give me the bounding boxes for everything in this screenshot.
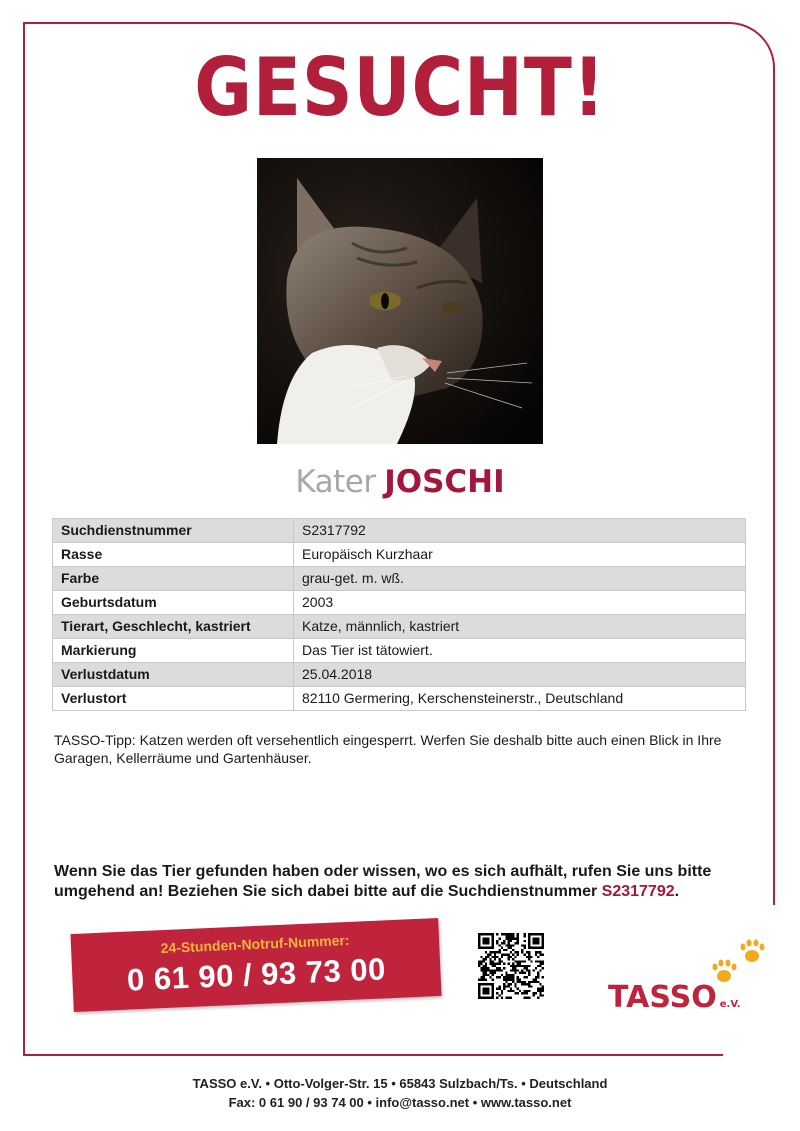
detail-value: Europäisch Kurzhaar (294, 543, 746, 567)
detail-label: Markierung (53, 639, 294, 663)
hotline-number[interactable]: 0 61 90 / 93 73 00 (126, 951, 387, 998)
call-to-action (54, 862, 754, 902)
frame-bottom-line (23, 1054, 723, 1056)
footer (0, 1074, 800, 1112)
table-row (53, 687, 746, 711)
cat-photo (257, 158, 543, 444)
hotline-label: 24-Stunden-Notruf-Nummer: (160, 931, 350, 957)
pet-kind: Kater (295, 464, 376, 500)
hotline-banner (70, 918, 441, 1012)
call-text: Wenn Sie das Tier gefunden haben oder wissen, wo es sich aufhält, rufen Sie uns bitte umgehend an! Beziehen Sie sich dabei bitte auf die Suchdienstnummer (54, 863, 712, 900)
table-row (53, 567, 746, 591)
call-text-end: . (674, 883, 680, 900)
detail-value: grau-get. m. wß. (294, 567, 746, 591)
footer-contact: Fax: 0 61 90 / 93 74 00 • info@tasso.net • www.tasso.net (228, 1095, 572, 1110)
detail-value: 82110 Germering, Kerschensteinerstr., Deutschland (294, 687, 746, 711)
detail-value: 25.04.2018 (294, 663, 746, 687)
search-number: S2317792 (601, 883, 675, 900)
detail-label: Verlustort (53, 687, 294, 711)
details-table (52, 518, 746, 711)
frame-gap (770, 905, 782, 1065)
table-row (53, 519, 746, 543)
pet-name-value: JOSCHI (384, 464, 505, 500)
detail-label: Geburtsdatum (53, 591, 294, 615)
detail-value: Katze, männlich, kastriert (294, 615, 746, 639)
detail-value: S2317792 (294, 519, 746, 543)
table-row (53, 639, 746, 663)
detail-label: Suchdienstnummer (53, 519, 294, 543)
pet-name (0, 464, 800, 500)
logo-word: TASSO (608, 980, 717, 1015)
detail-value: 2003 (294, 591, 746, 615)
headline: GESUCHT! (194, 41, 606, 134)
detail-label: Farbe (53, 567, 294, 591)
detail-label: Tierart, Geschlecht, kastriert (53, 615, 294, 639)
tasso-tip: TASSO-Tipp: Katzen werden oft versehentlich eingesperrt. Werfen Sie deshalb bitte auch einen Blick in Ihre Garagen, Kellerräume und Gartenhäuser. (54, 732, 722, 766)
qr-code-icon[interactable] (478, 933, 544, 999)
table-row (53, 663, 746, 687)
tasso-logo (608, 980, 741, 1020)
logo-suffix: e.V. (719, 999, 741, 1010)
detail-value: Das Tier ist tätowiert. (294, 639, 746, 663)
table-row (53, 591, 746, 615)
footer-address: TASSO e.V. • Otto-Volger-Str. 15 • 65843 Sulzbach/Ts. • Deutschland (192, 1076, 608, 1091)
table-row (53, 543, 746, 567)
detail-label: Verlustdatum (53, 663, 294, 687)
detail-label: Rasse (53, 543, 294, 567)
table-row (53, 615, 746, 639)
